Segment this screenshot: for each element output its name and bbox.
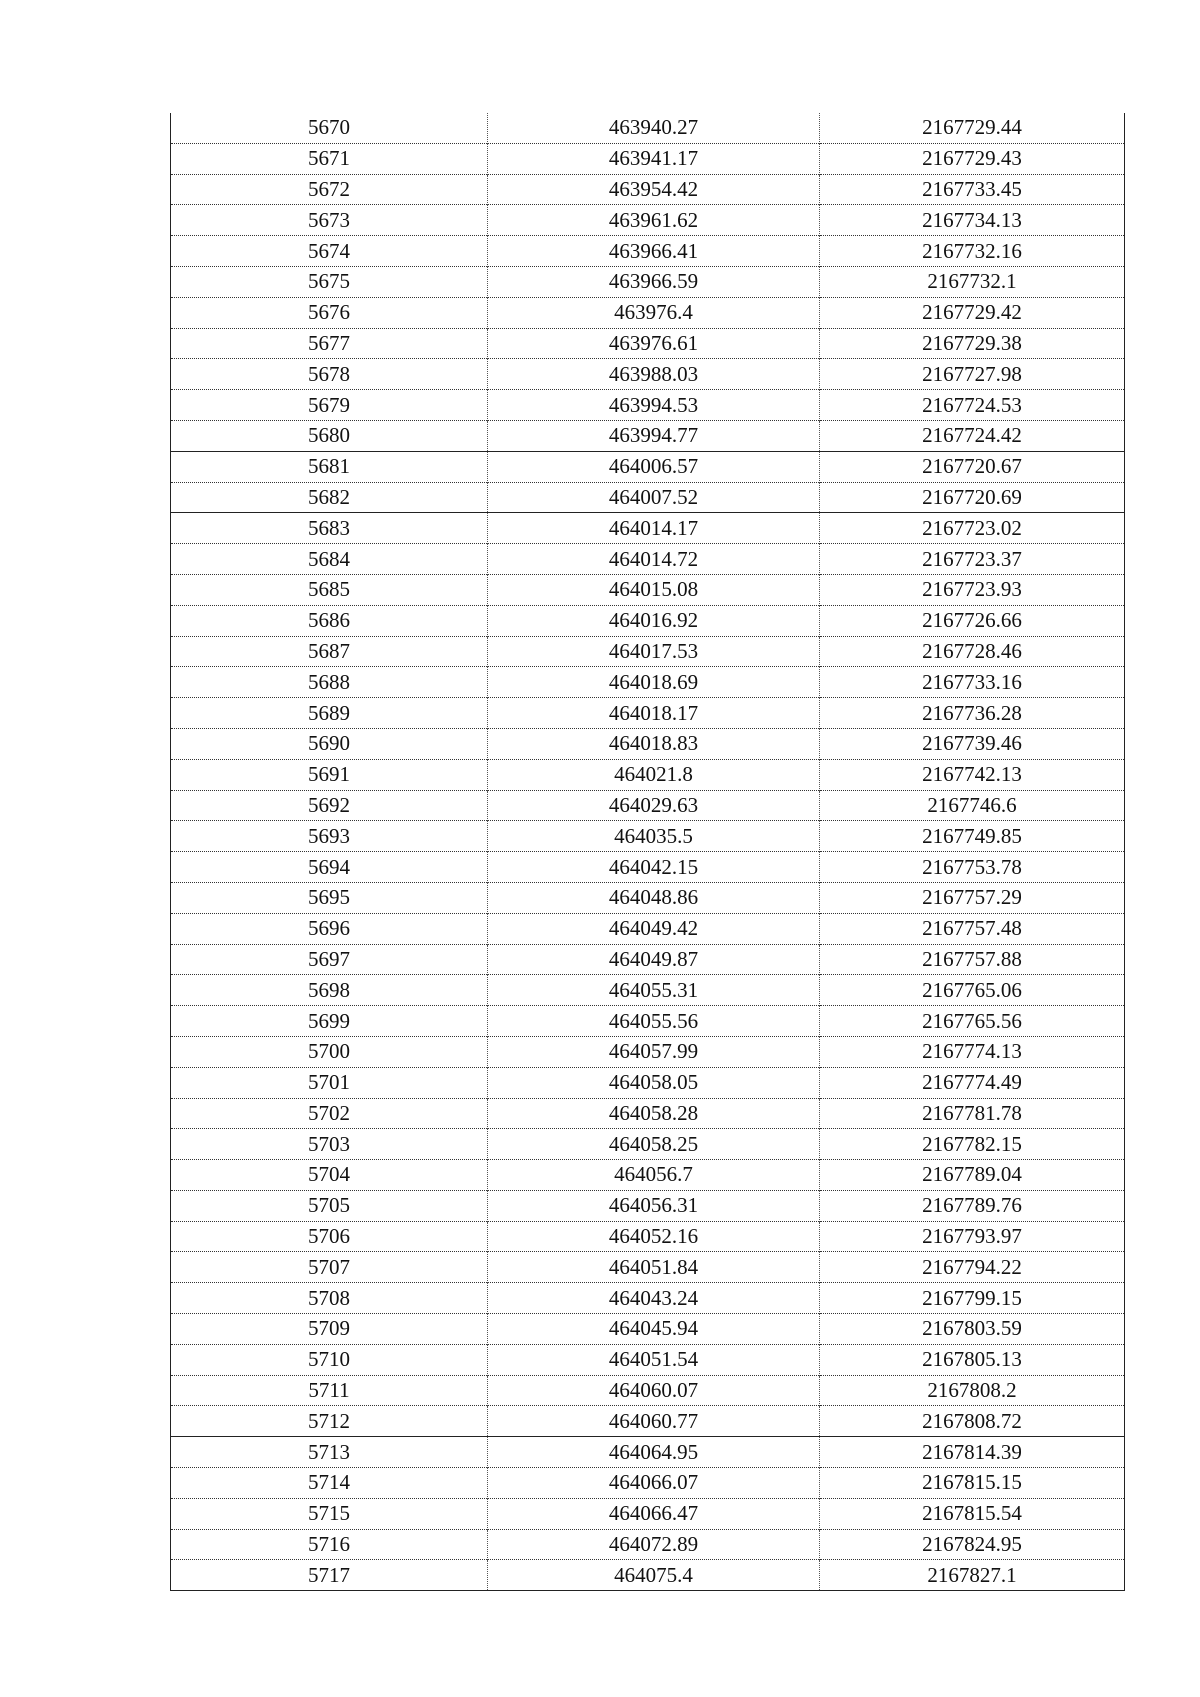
point-number-cell: 5715 xyxy=(171,1498,488,1529)
y-coordinate-cell: 2167782.15 xyxy=(820,1129,1125,1160)
point-number-cell: 5709 xyxy=(171,1314,488,1345)
point-number-cell: 5678 xyxy=(171,359,488,390)
y-coordinate-cell: 2167765.56 xyxy=(820,1006,1125,1037)
table-row xyxy=(171,390,1125,421)
x-coordinate-cell: 463976.61 xyxy=(488,328,820,359)
point-number-cell: 5686 xyxy=(171,605,488,636)
table-row xyxy=(171,205,1125,236)
x-coordinate-cell: 464066.47 xyxy=(488,1498,820,1529)
point-number-cell: 5701 xyxy=(171,1067,488,1098)
table-row xyxy=(171,513,1125,544)
point-number-cell: 5694 xyxy=(171,852,488,883)
x-coordinate-cell: 463941.17 xyxy=(488,143,820,174)
y-coordinate-cell: 2167720.67 xyxy=(820,451,1125,482)
x-coordinate-cell: 463961.62 xyxy=(488,205,820,236)
x-coordinate-cell: 464049.87 xyxy=(488,944,820,975)
point-number-cell: 5688 xyxy=(171,667,488,698)
point-number-cell: 5706 xyxy=(171,1221,488,1252)
y-coordinate-cell: 2167720.69 xyxy=(820,482,1125,513)
y-coordinate-cell: 2167765.06 xyxy=(820,975,1125,1006)
x-coordinate-cell: 463988.03 xyxy=(488,359,820,390)
x-coordinate-cell: 464049.42 xyxy=(488,913,820,944)
x-coordinate-cell: 464045.94 xyxy=(488,1314,820,1345)
y-coordinate-cell: 2167757.48 xyxy=(820,913,1125,944)
point-number-cell: 5673 xyxy=(171,205,488,236)
point-number-cell: 5674 xyxy=(171,236,488,267)
table-row xyxy=(171,975,1125,1006)
table-row xyxy=(171,1006,1125,1037)
x-coordinate-cell: 463976.4 xyxy=(488,297,820,328)
y-coordinate-cell: 2167824.95 xyxy=(820,1529,1125,1560)
table-row xyxy=(171,482,1125,513)
x-coordinate-cell: 464057.99 xyxy=(488,1036,820,1067)
x-coordinate-cell: 464052.16 xyxy=(488,1221,820,1252)
x-coordinate-cell: 464055.31 xyxy=(488,975,820,1006)
table-row xyxy=(171,1468,1125,1499)
point-number-cell: 5676 xyxy=(171,297,488,328)
point-number-cell: 5692 xyxy=(171,790,488,821)
y-coordinate-cell: 2167733.45 xyxy=(820,174,1125,205)
y-coordinate-cell: 2167803.59 xyxy=(820,1314,1125,1345)
y-coordinate-cell: 2167808.72 xyxy=(820,1406,1125,1437)
table-row xyxy=(171,1498,1125,1529)
table-row xyxy=(171,698,1125,729)
y-coordinate-cell: 2167749.85 xyxy=(820,821,1125,852)
x-coordinate-cell: 464051.54 xyxy=(488,1344,820,1375)
x-coordinate-cell: 464056.7 xyxy=(488,1160,820,1191)
point-number-cell: 5687 xyxy=(171,636,488,667)
point-number-cell: 5679 xyxy=(171,390,488,421)
y-coordinate-cell: 2167724.53 xyxy=(820,390,1125,421)
table-row xyxy=(171,359,1125,390)
point-number-cell: 5670 xyxy=(171,113,488,143)
y-coordinate-cell: 2167723.02 xyxy=(820,513,1125,544)
point-number-cell: 5684 xyxy=(171,544,488,575)
x-coordinate-cell: 464048.86 xyxy=(488,882,820,913)
point-number-cell: 5717 xyxy=(171,1560,488,1591)
point-number-cell: 5682 xyxy=(171,482,488,513)
y-coordinate-cell: 2167774.13 xyxy=(820,1036,1125,1067)
table-row xyxy=(171,944,1125,975)
y-coordinate-cell: 2167815.15 xyxy=(820,1468,1125,1499)
table-row xyxy=(171,1529,1125,1560)
table-row xyxy=(171,1036,1125,1067)
x-coordinate-cell: 464043.24 xyxy=(488,1283,820,1314)
table-row xyxy=(171,821,1125,852)
y-coordinate-cell: 2167736.28 xyxy=(820,698,1125,729)
point-number-cell: 5693 xyxy=(171,821,488,852)
x-coordinate-cell: 464018.83 xyxy=(488,728,820,759)
x-coordinate-cell: 463954.42 xyxy=(488,174,820,205)
y-coordinate-cell: 2167814.39 xyxy=(820,1437,1125,1468)
point-number-cell: 5716 xyxy=(171,1529,488,1560)
y-coordinate-cell: 2167726.66 xyxy=(820,605,1125,636)
x-coordinate-cell: 464075.4 xyxy=(488,1560,820,1591)
y-coordinate-cell: 2167757.88 xyxy=(820,944,1125,975)
table-row xyxy=(171,1437,1125,1468)
point-number-cell: 5685 xyxy=(171,574,488,605)
x-coordinate-cell: 464006.57 xyxy=(488,451,820,482)
x-coordinate-cell: 464007.52 xyxy=(488,482,820,513)
y-coordinate-cell: 2167728.46 xyxy=(820,636,1125,667)
table-row xyxy=(171,1283,1125,1314)
table-row xyxy=(171,667,1125,698)
point-number-cell: 5677 xyxy=(171,328,488,359)
x-coordinate-cell: 464058.28 xyxy=(488,1098,820,1129)
x-coordinate-cell: 463966.41 xyxy=(488,236,820,267)
point-number-cell: 5704 xyxy=(171,1160,488,1191)
table-row xyxy=(171,852,1125,883)
point-number-cell: 5697 xyxy=(171,944,488,975)
y-coordinate-cell: 2167729.42 xyxy=(820,297,1125,328)
table-row xyxy=(171,1221,1125,1252)
point-number-cell: 5698 xyxy=(171,975,488,1006)
y-coordinate-cell: 2167808.2 xyxy=(820,1375,1125,1406)
x-coordinate-cell: 463966.59 xyxy=(488,266,820,297)
x-coordinate-cell: 464042.15 xyxy=(488,852,820,883)
table-row xyxy=(171,1375,1125,1406)
x-coordinate-cell: 463994.53 xyxy=(488,390,820,421)
table-row xyxy=(171,759,1125,790)
x-coordinate-cell: 464056.31 xyxy=(488,1190,820,1221)
x-coordinate-cell: 464017.53 xyxy=(488,636,820,667)
table-row xyxy=(171,1252,1125,1283)
x-coordinate-cell: 464035.5 xyxy=(488,821,820,852)
y-coordinate-cell: 2167794.22 xyxy=(820,1252,1125,1283)
table-row xyxy=(171,1067,1125,1098)
table-row xyxy=(171,143,1125,174)
x-coordinate-cell: 464018.69 xyxy=(488,667,820,698)
y-coordinate-cell: 2167774.49 xyxy=(820,1067,1125,1098)
x-coordinate-cell: 464058.05 xyxy=(488,1067,820,1098)
table-row xyxy=(171,266,1125,297)
point-number-cell: 5671 xyxy=(171,143,488,174)
point-number-cell: 5711 xyxy=(171,1375,488,1406)
table-row xyxy=(171,113,1125,143)
y-coordinate-cell: 2167805.13 xyxy=(820,1344,1125,1375)
y-coordinate-cell: 2167746.6 xyxy=(820,790,1125,821)
x-coordinate-cell: 464016.92 xyxy=(488,605,820,636)
y-coordinate-cell: 2167732.1 xyxy=(820,266,1125,297)
point-number-cell: 5691 xyxy=(171,759,488,790)
y-coordinate-cell: 2167729.38 xyxy=(820,328,1125,359)
x-coordinate-cell: 464058.25 xyxy=(488,1129,820,1160)
x-coordinate-cell: 464060.07 xyxy=(488,1375,820,1406)
table-row xyxy=(171,1190,1125,1221)
coordinate-table-body xyxy=(171,113,1125,1591)
point-number-cell: 5714 xyxy=(171,1468,488,1499)
point-number-cell: 5712 xyxy=(171,1406,488,1437)
table-row xyxy=(171,882,1125,913)
table-row xyxy=(171,174,1125,205)
point-number-cell: 5681 xyxy=(171,451,488,482)
x-coordinate-cell: 464060.77 xyxy=(488,1406,820,1437)
table-row xyxy=(171,1406,1125,1437)
y-coordinate-cell: 2167724.42 xyxy=(820,420,1125,451)
y-coordinate-cell: 2167723.37 xyxy=(820,544,1125,575)
table-row xyxy=(171,605,1125,636)
x-coordinate-cell: 464014.17 xyxy=(488,513,820,544)
y-coordinate-cell: 2167757.29 xyxy=(820,882,1125,913)
table-row xyxy=(171,297,1125,328)
point-number-cell: 5683 xyxy=(171,513,488,544)
y-coordinate-cell: 2167729.44 xyxy=(820,113,1125,143)
table-row xyxy=(171,420,1125,451)
table-row xyxy=(171,1129,1125,1160)
point-number-cell: 5702 xyxy=(171,1098,488,1129)
y-coordinate-cell: 2167789.04 xyxy=(820,1160,1125,1191)
x-coordinate-cell: 464055.56 xyxy=(488,1006,820,1037)
y-coordinate-cell: 2167739.46 xyxy=(820,728,1125,759)
y-coordinate-cell: 2167742.13 xyxy=(820,759,1125,790)
point-number-cell: 5695 xyxy=(171,882,488,913)
table-row xyxy=(171,574,1125,605)
point-number-cell: 5700 xyxy=(171,1036,488,1067)
x-coordinate-cell: 463940.27 xyxy=(488,113,820,143)
y-coordinate-cell: 2167827.1 xyxy=(820,1560,1125,1591)
x-coordinate-cell: 464018.17 xyxy=(488,698,820,729)
point-number-cell: 5705 xyxy=(171,1190,488,1221)
coordinate-table xyxy=(170,113,1125,1591)
y-coordinate-cell: 2167734.13 xyxy=(820,205,1125,236)
table-row xyxy=(171,636,1125,667)
y-coordinate-cell: 2167753.78 xyxy=(820,852,1125,883)
table-row xyxy=(171,790,1125,821)
table-row xyxy=(171,913,1125,944)
y-coordinate-cell: 2167732.16 xyxy=(820,236,1125,267)
y-coordinate-cell: 2167793.97 xyxy=(820,1221,1125,1252)
point-number-cell: 5699 xyxy=(171,1006,488,1037)
y-coordinate-cell: 2167733.16 xyxy=(820,667,1125,698)
y-coordinate-cell: 2167781.78 xyxy=(820,1098,1125,1129)
y-coordinate-cell: 2167799.15 xyxy=(820,1283,1125,1314)
x-coordinate-cell: 464029.63 xyxy=(488,790,820,821)
y-coordinate-cell: 2167723.93 xyxy=(820,574,1125,605)
x-coordinate-cell: 464051.84 xyxy=(488,1252,820,1283)
point-number-cell: 5690 xyxy=(171,728,488,759)
x-coordinate-cell: 464015.08 xyxy=(488,574,820,605)
table-row xyxy=(171,728,1125,759)
y-coordinate-cell: 2167729.43 xyxy=(820,143,1125,174)
x-coordinate-cell: 464072.89 xyxy=(488,1529,820,1560)
y-coordinate-cell: 2167789.76 xyxy=(820,1190,1125,1221)
table-row xyxy=(171,1314,1125,1345)
table-row xyxy=(171,1098,1125,1129)
point-number-cell: 5707 xyxy=(171,1252,488,1283)
x-coordinate-cell: 464021.8 xyxy=(488,759,820,790)
x-coordinate-cell: 463994.77 xyxy=(488,420,820,451)
table-row xyxy=(171,1560,1125,1591)
x-coordinate-cell: 464066.07 xyxy=(488,1468,820,1499)
table-row xyxy=(171,328,1125,359)
x-coordinate-cell: 464014.72 xyxy=(488,544,820,575)
point-number-cell: 5708 xyxy=(171,1283,488,1314)
point-number-cell: 5689 xyxy=(171,698,488,729)
point-number-cell: 5672 xyxy=(171,174,488,205)
point-number-cell: 5675 xyxy=(171,266,488,297)
table-row xyxy=(171,451,1125,482)
point-number-cell: 5680 xyxy=(171,420,488,451)
table-row xyxy=(171,236,1125,267)
table-row xyxy=(171,544,1125,575)
y-coordinate-cell: 2167727.98 xyxy=(820,359,1125,390)
point-number-cell: 5703 xyxy=(171,1129,488,1160)
point-number-cell: 5710 xyxy=(171,1344,488,1375)
x-coordinate-cell: 464064.95 xyxy=(488,1437,820,1468)
table-row xyxy=(171,1160,1125,1191)
y-coordinate-cell: 2167815.54 xyxy=(820,1498,1125,1529)
point-number-cell: 5713 xyxy=(171,1437,488,1468)
point-number-cell: 5696 xyxy=(171,913,488,944)
table-row xyxy=(171,1344,1125,1375)
